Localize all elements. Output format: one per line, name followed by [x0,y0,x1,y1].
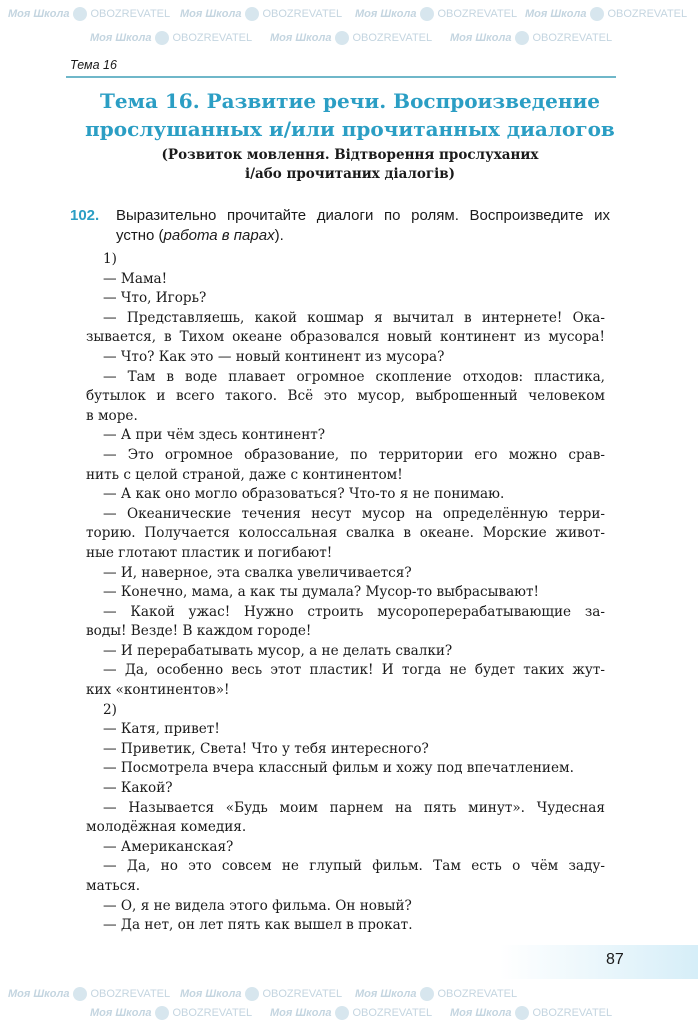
dialogue-line: — Что, Игорь? [103,290,207,307]
watermark-school: Моя Школа [90,32,152,44]
dialogue-line: — Что? Как это — новый континент из мусора? [103,348,445,365]
dialogue-line: — Американская? [103,838,234,855]
watermark [180,6,342,22]
watermark-logo-icon [155,31,169,45]
dialogue-line: нить с целой страной, даже с континентом! [86,466,403,483]
watermark-school: Моя Школа [180,988,242,1000]
dialogue-line: зывается, в Тихом океане образовался новый континент из мусора! [86,329,605,346]
title-line: прослушанных и/или прочитанных диалогов [85,117,615,141]
dialogue-line: — И перерабатывать мусор, а не делать свалки? [103,642,453,659]
dialogue-line: — Да, но это совсем не глупый фильм. Там есть о чём заду- [103,858,605,875]
watermark-school: Моя Школа [450,32,512,44]
watermark-school: Моя Школа [355,988,417,1000]
dialogue-line: ких «континентов»! [86,682,230,699]
watermark-brand: OBOZREVATEL [352,1007,433,1019]
watermark-school: Моя Школа [355,8,417,20]
watermark-brand: OBOZREVATEL [262,8,343,20]
watermark-brand: OBOZREVATEL [352,32,433,44]
watermark-brand: OBOZREVATEL [172,1007,253,1019]
watermark-brand: OBOZREVATEL [532,1007,613,1019]
watermark-brand: OBOZREVATEL [532,32,613,44]
instruction-end: ). [274,227,284,244]
dialogue-line: — Приветик, Света! Что у тебя интересного? [103,740,429,757]
watermark-school: Моя Школа [270,1007,332,1019]
dialogue-line: — Конечно, мама, а как ты думала? Мусор-то выбрасывают! [103,584,540,601]
watermark [180,986,342,1002]
dialogue-line: — А как оно могло образоваться? Что-то я не понимаю. [103,486,505,503]
watermark-logo-icon [245,7,259,21]
dialogue-line: — А при чём здесь континент? [103,427,326,444]
dialogue-line: — Посмотрела вчера классный фильм и хожу под впечатлением. [103,760,574,777]
dialogue-line: — Какой? [103,780,173,797]
watermark-logo-icon [245,987,259,1001]
dialogue-line: — Называется «Будь моим парнем на пять минут». Чудесная [103,799,605,816]
dialogue-line: — Океанические течения несут мусор на определённую терри- [103,505,605,522]
title-line: Тема 16. Развитие речи. Воспроизведение [99,89,601,113]
dialogue-line: ные глотают пластик и погибают! [86,544,333,561]
watermark-school: Моя Школа [90,1007,152,1019]
watermark-logo-icon [73,7,87,21]
watermark [355,6,517,22]
dialogue-line: в море. [86,407,138,424]
dialogue-text [86,250,605,936]
dialogue-line: 2) [103,701,117,718]
dialogue-line: торию. Получается колоссальная свалка в океане. Морские живот- [86,525,605,542]
page-title [60,87,640,143]
watermark-brand: OBOZREVATEL [607,8,688,20]
dialogue-line: — Какой ужас! Нужно строить мусороперерабатывающие за- [103,603,605,620]
dialogue-line: — Мама! [103,270,168,287]
watermark [525,6,687,22]
exercise-number: 102. [70,207,100,224]
page-subtitle [60,146,640,184]
watermark [90,1005,252,1021]
exercise-instruction [116,206,610,246]
watermark [8,986,170,1002]
watermark-school: Моя Школа [180,8,242,20]
watermark-brand: OBOZREVATEL [437,8,518,20]
dialogue-line: — И, наверное, эта свалка увеличивается? [103,564,412,581]
watermark-logo-icon [155,1006,169,1020]
instruction-text: Выразительно прочитайте диалоги по ролям. Воспроизведите их устно ( [116,207,610,244]
watermark-school: Моя Школа [525,8,587,20]
watermark [450,1005,612,1021]
watermark-brand: OBOZREVATEL [262,988,343,1000]
watermark-school: Моя Школа [8,988,70,1000]
dialogue-line: — Представляешь, какой кошмар я вычитал в интернете! Ока- [103,309,605,326]
instruction-italic: работа в парах [163,227,275,244]
watermark-logo-icon [73,987,87,1001]
watermark-school: Моя Школа [450,1007,512,1019]
watermark-logo-icon [335,1006,349,1020]
watermark-logo-icon [420,987,434,1001]
watermark-brand: OBOZREVATEL [90,8,171,20]
dialogue-line: маться. [86,878,141,894]
watermark-brand: OBOZREVATEL [172,32,253,44]
watermark-logo-icon [515,1006,529,1020]
watermark [270,30,432,46]
watermark-school: Моя Школа [270,32,332,44]
watermark-brand: OBOZREVATEL [437,988,518,1000]
watermark [8,6,170,22]
dialogue-line: — Катя, привет! [103,721,220,738]
watermark-logo-icon [335,31,349,45]
page-number-band [500,945,698,979]
dialogue-line: бутылок и всего такого. Всё это мусор, выброшенный человеком [86,388,605,405]
watermark-brand: OBOZREVATEL [90,988,171,1000]
watermark-logo-icon [590,7,604,21]
dialogue-line: — Это огромное образование, по территории его можно срав- [103,446,605,463]
header-divider [66,76,616,78]
running-header: Тема 16 [70,58,117,72]
dialogue-line: — Да, особенно весь этот пластик! И тогда не будет таких жут- [103,662,605,679]
dialogue-line: 1) [103,251,117,267]
watermark [270,1005,432,1021]
watermark [90,30,252,46]
watermark [450,30,612,46]
watermark-school: Моя Школа [8,8,70,20]
dialogue-line: воды! Везде! В каждом городе! [86,623,312,640]
watermark [355,986,517,1002]
dialogue-line: — Да нет, он лет пять как вышел в прокат. [103,917,413,934]
subtitle-line: (Розвиток мовлення. Відтворення прослуханих [161,147,539,163]
dialogue-line: молодёжная комедия. [86,819,247,836]
dialogue-line: — Там в воде плавает огромное скопление отходов: пластика, [103,368,605,385]
exercise-102 [70,206,610,246]
watermark-logo-icon [515,31,529,45]
watermark-logo-icon [420,7,434,21]
dialogue-line: — О, я не видела этого фильма. Он новый? [103,897,412,914]
page-number: 87 [606,951,624,968]
subtitle-line: і/або прочитаних діалогів) [244,166,456,182]
